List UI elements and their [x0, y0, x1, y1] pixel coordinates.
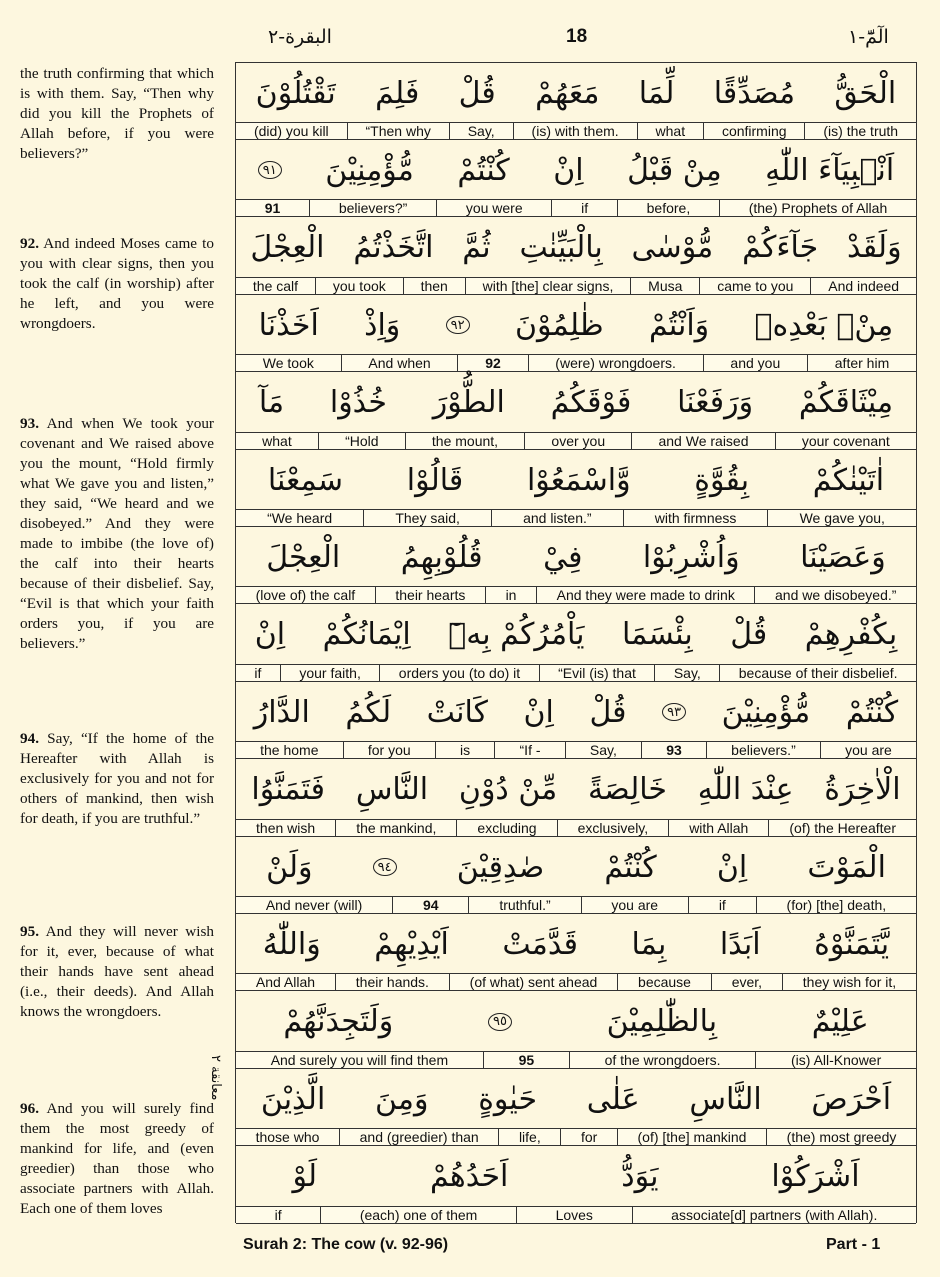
english-gloss: (of) the Hereafter — [768, 820, 916, 836]
arabic-word: النَّاسِ — [355, 772, 429, 808]
arabic-word: قَدَّمَتْ — [502, 926, 578, 962]
arabic-line — [236, 760, 916, 820]
word-by-word-grid — [235, 62, 917, 1223]
arabic-word: اِنْ — [716, 849, 748, 885]
verse-end-marker: ٩٢ — [446, 316, 470, 334]
english-gloss: Say, — [654, 665, 719, 681]
verse-number-cell: 95 — [483, 1052, 569, 1068]
arabic-word: كُنْتُمْ — [604, 849, 657, 885]
arabic-word: فَتَمَنَّوُا — [251, 772, 326, 808]
arabic-word: بِالظّٰلِمِيْنَ — [606, 1004, 718, 1040]
arabic-word: اتَّخَذْتُمُ — [353, 230, 434, 266]
arabic-word: مِنْۢ بَعْدِهٖ — [754, 307, 894, 343]
verse-end-marker: ٩٥ — [488, 1013, 512, 1031]
english-gloss: over you — [524, 433, 631, 449]
english-gloss-line — [236, 509, 916, 527]
arabic-word: مُصَدِّقًا — [713, 75, 796, 111]
english-gloss: Say, — [449, 123, 513, 139]
arabic-word: يَّتَمَنَّوْهُ — [814, 926, 890, 962]
verse-number: 96. — [20, 1100, 39, 1117]
arabic-word: صٰدِقِيْنَ — [456, 849, 545, 885]
translation-text: And you will surely find them the most greedy of mankind for life, and (even greedier) than those who associate partners with Allah. Each one of them loves — [20, 1100, 214, 1217]
english-gloss: your faith, — [280, 665, 379, 681]
arabic-word: وَاللّٰهُ — [262, 926, 321, 962]
english-gloss-line — [236, 586, 916, 604]
arabic-word: اِنْ — [523, 694, 554, 730]
english-gloss: what — [637, 123, 703, 139]
english-gloss: (for) [the] death, — [756, 897, 916, 913]
arabic-word: الْمَوْتَ — [807, 849, 886, 885]
english-gloss: And never (will) — [265, 897, 363, 913]
verse-number: 94. — [20, 730, 39, 747]
arabic-word: وَلَتَجِدَنَّهُمْ — [283, 1004, 394, 1040]
english-gloss: We gave you, — [767, 510, 916, 526]
translation-text: And when We took your covenant and We raised above you the mount, “Hold firmly what We gave you and listen,” they said, “We heard and we disobeyed.” And they were made to imbibe (the love of) the calf into their hearts because of their disbelief. Say, “Evil is that which your faith orders you, if you are believers.” — [20, 415, 214, 652]
arabic-line — [236, 605, 916, 665]
english-gloss: the mount, — [405, 433, 525, 449]
english-gloss: you took — [315, 278, 403, 294]
english-gloss: associate[d] partners (with Allah). — [632, 1207, 916, 1223]
arabic-word: اَبَدًا — [719, 926, 761, 962]
english-gloss: (of) [the] mankind — [617, 1129, 766, 1145]
arabic-word: يَوَدُّ — [621, 1159, 659, 1195]
arabic-word: لِّمَا — [638, 75, 675, 111]
arabic-word: قُلُوْبِهِمُ — [400, 539, 483, 575]
translation-paragraph — [20, 234, 214, 334]
english-gloss: they wish for it, — [782, 974, 916, 990]
english-gloss-line — [236, 354, 916, 372]
verse-end-marker: ٩٤ — [373, 858, 397, 876]
english-gloss: life, — [498, 1129, 560, 1145]
arabic-line — [236, 140, 916, 200]
arabic-word: اَيْدِيْهِمْ — [374, 926, 449, 962]
translation-paragraph — [20, 414, 214, 654]
arabic-word: فَوْقَكُمُ — [550, 385, 632, 421]
english-gloss: (the) most greedy — [766, 1129, 916, 1145]
english-gloss-line — [236, 1206, 916, 1224]
english-gloss: “We heard — [267, 510, 333, 526]
arabic-word: مُّؤْمِنِيْنَ — [325, 152, 414, 188]
english-gloss: and (greedier) than — [339, 1129, 498, 1145]
arabic-line — [236, 295, 916, 355]
arabic-word: بِكُفْرِهِمْ — [804, 617, 898, 653]
english-gloss: (is) All-Knower — [755, 1052, 916, 1068]
arabic-word: خَالِصَةً — [588, 772, 667, 808]
english-gloss: with [the] clear signs, — [465, 278, 631, 294]
arabic-word: عَلِيْمٌ — [811, 1004, 869, 1040]
verse-end-marker: ٩١ — [258, 161, 282, 179]
english-gloss-line — [236, 199, 916, 217]
english-gloss: ever, — [711, 974, 782, 990]
english-gloss: your covenant — [775, 433, 916, 449]
english-gloss: We took — [262, 355, 314, 372]
english-gloss: and listen.” — [491, 510, 623, 526]
arabic-word: قُلْ — [730, 617, 768, 653]
english-gloss: those who — [255, 1129, 320, 1146]
arabic-word: لَوْ — [292, 1159, 318, 1195]
english-gloss: with Allah — [668, 820, 768, 836]
english-gloss: orders you (to do) it — [379, 665, 538, 681]
english-gloss-line — [236, 819, 916, 837]
arabic-word: الْحَقُّ — [834, 75, 897, 111]
arabic-word: كُنْتُمْ — [845, 694, 899, 730]
arabic-word: بِئْسَمَا — [622, 617, 693, 653]
arabic-word: حَيٰوةٍ — [478, 1081, 538, 1117]
english-gloss: “Hold — [318, 433, 405, 449]
arabic-word: اِنْ — [254, 617, 286, 653]
arabic-word: اَخَذْنَا — [258, 307, 319, 343]
arabic-line — [236, 1069, 916, 1129]
arabic-word: الْعِجْلَ — [266, 539, 341, 575]
english-gloss: in — [485, 587, 536, 603]
translation-paragraph — [20, 1099, 214, 1219]
arabic-word: وَعَصَيْنَا — [800, 539, 886, 575]
english-gloss: (is) with them. — [513, 123, 637, 139]
arabic-word: مَعَهُمْ — [535, 75, 600, 111]
english-gloss: Say, — [565, 742, 641, 758]
translation-text: And they will never wish for it, ever, because of what their hands have sent ahead (i.e., their deeds). And Allah knows the wrongdoers. — [20, 923, 214, 1020]
arabic-line — [236, 450, 916, 510]
english-gloss: because — [617, 974, 711, 990]
arabic-word: الَّذِيْنَ — [260, 1081, 326, 1117]
english-gloss: if — [688, 897, 756, 913]
verse-number: 93. — [20, 415, 39, 432]
header-part-name: الٓمّٓ-١ — [848, 26, 889, 48]
english-gloss: And they were made to drink — [536, 587, 754, 603]
arabic-word: اَحَدُهُمْ — [429, 1159, 509, 1195]
english-gloss: you were — [436, 200, 551, 216]
english-gloss: if — [274, 1206, 282, 1223]
translation-paragraph — [20, 922, 214, 1022]
arabic-word: قُلْ — [458, 75, 496, 111]
arabic-line — [236, 1147, 916, 1207]
english-gloss-line — [236, 277, 916, 295]
english-gloss: for you — [343, 742, 435, 758]
arabic-word: وَلَنْ — [266, 849, 313, 885]
arabic-line — [236, 837, 916, 897]
margin-note: معانقة ٢ — [208, 1055, 223, 1101]
english-gloss: and you — [703, 355, 807, 371]
english-gloss: then wish — [256, 819, 316, 836]
arabic-word: بِالْبَيِّنٰتِ — [519, 230, 603, 266]
english-gloss: (were) wrongdoers. — [528, 355, 703, 371]
english-gloss: Musa — [630, 278, 699, 294]
english-gloss: because of their disbelief. — [719, 665, 916, 681]
arabic-line — [236, 992, 916, 1052]
verse-number-cell: 91 — [264, 200, 281, 217]
verse-number-cell: 94 — [392, 897, 468, 913]
english-gloss-line — [236, 741, 916, 759]
arabic-word: مِنْ قَبْلُ — [627, 152, 722, 188]
english-gloss: before, — [617, 200, 719, 216]
english-gloss: and we disobeyed.” — [754, 587, 916, 603]
footer-surah-info: Surah 2: The cow (v. 92-96) — [243, 1236, 449, 1253]
english-gloss: their hearts — [375, 587, 485, 603]
english-gloss: And surely you will find them — [270, 1051, 449, 1068]
english-gloss: with firmness — [623, 510, 768, 526]
english-gloss: confirming — [703, 123, 804, 139]
english-gloss: (of what) sent ahead — [449, 974, 617, 990]
arabic-line — [236, 914, 916, 974]
english-gloss: what — [262, 432, 292, 449]
english-gloss-line — [236, 432, 916, 450]
english-gloss: (is) the truth — [804, 123, 916, 139]
arabic-line — [236, 682, 916, 742]
arabic-word: عِنْدَ اللّٰهِ — [697, 772, 794, 808]
english-gloss-line — [236, 122, 916, 140]
arabic-word: جَآءَكُمْ — [742, 230, 819, 266]
footer-part: Part - 1 — [826, 1236, 881, 1253]
arabic-word: اَنْۢبِيَآءَ اللّٰهِ — [765, 152, 895, 188]
english-gloss: (the) Prophets of Allah — [719, 200, 916, 216]
arabic-word: يَاْمُرُكُمْ بِهٖٓ — [448, 617, 585, 653]
english-gloss-line — [236, 896, 916, 914]
english-gloss: exclusively, — [557, 820, 669, 836]
verse-number: 95. — [20, 923, 39, 940]
english-gloss: believers.” — [706, 742, 820, 758]
arabic-line — [236, 63, 916, 123]
english-gloss: you are — [820, 742, 916, 758]
arabic-word: وَاُشْرِبُوْا — [642, 539, 740, 575]
arabic-word: كُنْتُمْ — [457, 152, 510, 188]
arabic-line — [236, 527, 916, 587]
arabic-word: وَمِنَ — [375, 1081, 429, 1117]
header-surah-name: البقرة-٢ — [268, 26, 332, 48]
english-gloss: Loves — [516, 1207, 632, 1223]
arabic-word: فِيْ — [543, 539, 583, 575]
translation-paragraph — [20, 64, 214, 164]
english-gloss: And when — [341, 355, 458, 371]
arabic-word: وَاِذْ — [364, 307, 401, 343]
english-gloss: is — [435, 742, 494, 758]
english-gloss: after him — [807, 355, 916, 371]
english-gloss: the calf — [252, 277, 299, 294]
english-gloss: the home — [260, 742, 319, 759]
arabic-line — [236, 218, 916, 278]
arabic-word: وَّاسْمَعُوْا — [526, 462, 631, 498]
arabic-word: ثُمَّ — [462, 230, 491, 266]
translation-text: And indeed Moses came to you with clear signs, then you took the calf (in worship) after he left, and you were wrongdoers. — [20, 235, 214, 332]
english-gloss: (love of) the calf — [255, 587, 356, 604]
arabic-word: وَاَنْتُمْ — [648, 307, 710, 343]
arabic-word: اِيْمَانُكُمْ — [322, 617, 411, 653]
translation-paragraph — [20, 729, 214, 829]
page-number: 18 — [566, 26, 588, 47]
arabic-word: سَمِعْنَا — [267, 462, 344, 498]
arabic-word: مُّؤْمِنِيْنَ — [721, 694, 811, 730]
arabic-word: كَانَتْ — [426, 694, 488, 730]
translation-text: the truth confirming that which is with them. Say, “Then why did you kill the Prophets of Allah before, if you were believers?” — [20, 65, 214, 162]
arabic-word: اَشْرَكُوْا — [771, 1159, 860, 1195]
english-gloss: excluding — [456, 820, 556, 836]
english-gloss: They said, — [363, 510, 491, 526]
arabic-word: ظٰلِمُوْنَ — [514, 307, 604, 343]
verse-end-marker: ٩٣ — [662, 703, 686, 721]
arabic-word: مَآ — [258, 385, 285, 421]
english-gloss-line — [236, 973, 916, 991]
arabic-word: تَقْتُلُوْنَ — [255, 75, 336, 111]
english-gloss: truthful.” — [468, 897, 580, 913]
english-gloss: if — [254, 664, 262, 681]
english-gloss: “Evil (is) that — [539, 665, 655, 681]
arabic-word: وَلَقَدْ — [847, 230, 902, 266]
english-gloss: (did) you kill — [253, 123, 329, 139]
arabic-line — [236, 373, 916, 433]
english-gloss: (each) one of them — [320, 1207, 516, 1223]
arabic-word: فَلِمَ — [375, 75, 420, 111]
arabic-word: الطُّوْرَ — [432, 385, 505, 421]
english-gloss: for — [560, 1129, 617, 1145]
arabic-word: مِيْثَاقَكُمْ — [798, 385, 894, 421]
arabic-word: مِّنْ دُوْنِ — [458, 772, 558, 808]
english-gloss-line — [236, 1051, 916, 1069]
arabic-word: عَلٰى — [586, 1081, 640, 1117]
arabic-word: لَكُمُ — [345, 694, 392, 730]
arabic-word: الْاٰخِرَةُ — [824, 772, 901, 808]
english-gloss: “Then why — [347, 123, 449, 139]
english-gloss: if — [551, 200, 617, 216]
arabic-word: اِنْ — [553, 152, 584, 188]
arabic-word: قُلْ — [589, 694, 627, 730]
english-gloss: believers?” — [309, 200, 436, 216]
english-gloss: the mankind, — [335, 820, 456, 836]
arabic-word: خُذُوْا — [329, 385, 387, 421]
verse-number: 92. — [20, 235, 39, 252]
arabic-word: اَحْرَصَ — [811, 1081, 892, 1117]
arabic-word: مُّوْسٰى — [631, 230, 714, 266]
english-gloss: you are — [581, 897, 688, 913]
translation-text: Say, “If the home of the Hereafter with Allah is exclusively for you and not for others of mankind, then wish for death, if you are truthful.” — [20, 730, 215, 827]
verse-number-cell: 92 — [457, 355, 527, 371]
english-gloss: came to you — [699, 278, 810, 294]
english-gloss: then — [403, 278, 465, 294]
arabic-word: الدَّارُ — [253, 694, 310, 730]
english-gloss-line — [236, 1128, 916, 1146]
arabic-word: النَّاسِ — [689, 1081, 762, 1117]
english-gloss-line — [236, 664, 916, 682]
verse-number-cell: 93 — [641, 742, 706, 758]
arabic-word: وَرَفَعْنَا — [677, 385, 754, 421]
english-gloss: and We raised — [631, 433, 774, 449]
arabic-word: الْعِجْلَ — [250, 230, 325, 266]
arabic-word: بِقُوَّةٍ — [694, 462, 750, 498]
english-gloss: “If - — [494, 742, 564, 758]
arabic-word: قَالُوْا — [406, 462, 464, 498]
english-gloss: of the wrongdoers. — [569, 1052, 755, 1068]
arabic-word: اٰتَيْنٰكُمْ — [812, 462, 885, 498]
english-gloss: And Allah — [255, 974, 316, 991]
english-gloss: their hands. — [335, 974, 449, 990]
arabic-word: بِمَا — [631, 926, 667, 962]
english-gloss: And indeed — [810, 278, 916, 294]
